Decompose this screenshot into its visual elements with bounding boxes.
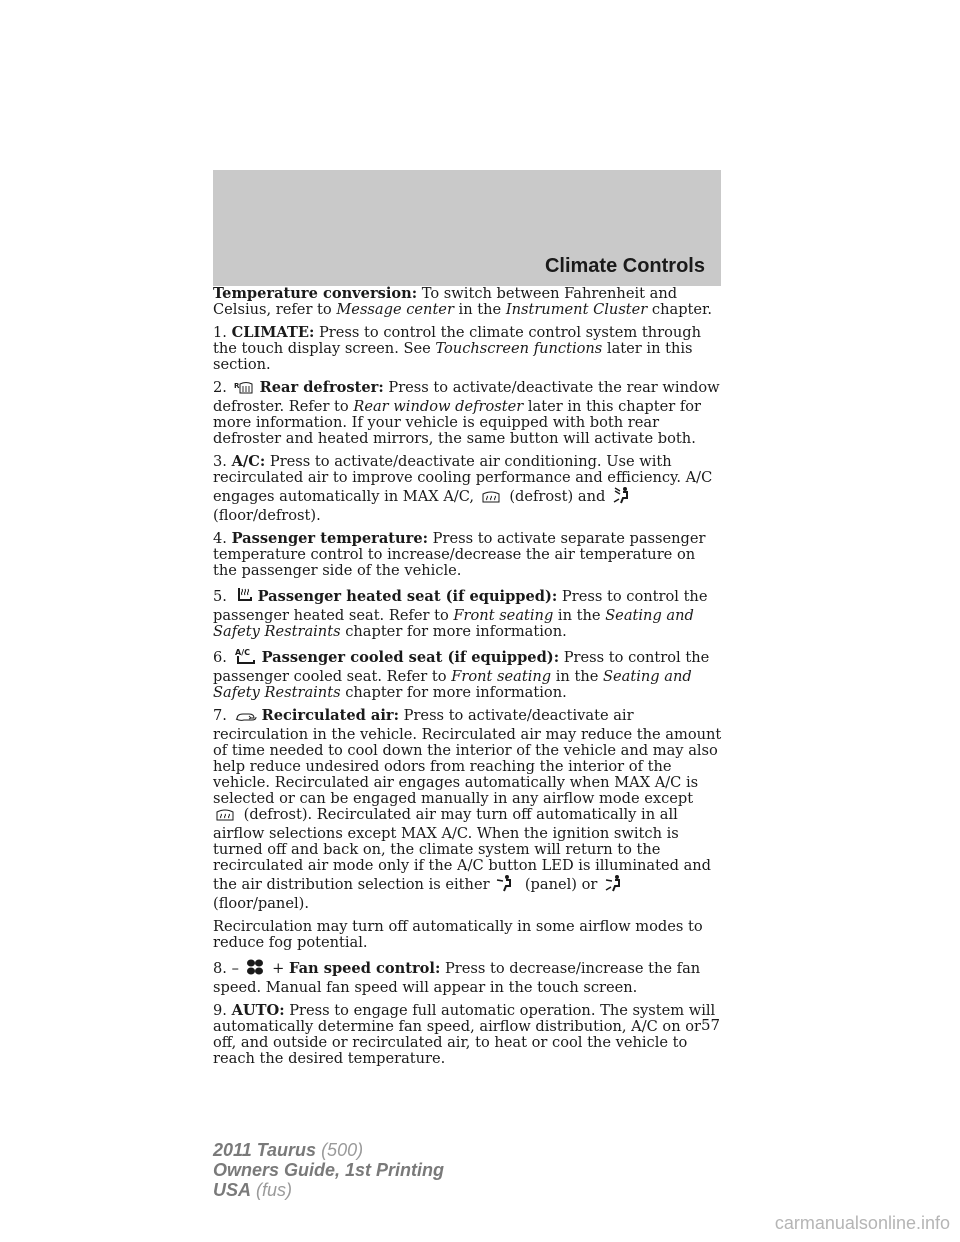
text: Press to activate/deactivate air conditioning. Use with recirculated air to improve cooling performance and efficiency. A/C engages automatically in MAX A/C,	[213, 453, 713, 505]
recirculation-icon	[234, 711, 258, 727]
chapter-header-band	[213, 170, 721, 286]
term-label: CLIMATE:	[231, 324, 315, 341]
term-label: AUTO:	[231, 1002, 285, 1019]
paragraph-auto	[213, 1003, 723, 1067]
cooled-seat-icon	[234, 647, 258, 669]
item-number: 5.	[213, 588, 232, 605]
cross-reference: Rear window defroster	[353, 398, 524, 415]
cross-reference: Seating and Safety Restraints	[213, 668, 692, 701]
item-number: 9.	[213, 1002, 232, 1019]
term-label: Passenger temperature:	[231, 530, 429, 547]
floor-panel-icon	[604, 874, 624, 896]
item-number: 7.	[213, 707, 232, 724]
term-label: Passenger cooled seat (if equipped):	[261, 649, 560, 666]
term-label: Rear defroster:	[259, 379, 384, 396]
footer-line-2: Owners Guide, 1st Printing	[213, 1160, 445, 1180]
text: Press to decrease/increase the fan speed. Manual fan speed will appear in the touch screen.	[213, 960, 701, 996]
text: chapter for more information.	[340, 623, 567, 640]
footer-line-1	[213, 1140, 444, 1160]
cross-reference: Front seating	[453, 607, 554, 624]
text: To switch between Fahrenheit and Celsius, refer to	[213, 285, 678, 318]
term-label: Temperature conversion:	[213, 285, 418, 302]
text: Press to activate/deactivate air recirculation in the vehicle. Recirculated air may reduce the amount of time needed to cool down the interior of the vehicle and may also help reduce undesired odors from reaching the interior of the vehicle. Recirculated air engages automatically when MAX A/C is selected or can be engaged manually in any airflow mode except	[213, 707, 722, 807]
item-number: 6.	[213, 649, 232, 666]
svg-text:A/C: A/C	[234, 648, 250, 657]
text: Press to control the passenger cooled seat. Refer to	[213, 649, 710, 685]
text: later in this section.	[213, 340, 693, 373]
footer-model: 2011 Taurus	[213, 1140, 317, 1160]
item-number: 1.	[213, 324, 232, 341]
text: (floor/panel).	[213, 895, 309, 912]
text: (panel) or	[520, 876, 603, 893]
text: (defrost) and	[504, 488, 610, 505]
text: later in this chapter for more information. If your vehicle is equipped with both rear defroster and heated mirrors, the same button will activate both.	[213, 398, 702, 447]
text: in the	[453, 301, 506, 318]
paragraph-recirculated-air	[213, 708, 723, 912]
floor-defrost-icon	[612, 486, 632, 508]
cross-reference: Touchscreen functions	[435, 340, 603, 357]
footer-country: USA	[213, 1180, 252, 1200]
panel-vent-icon	[496, 874, 516, 896]
paragraph-ac	[213, 454, 723, 524]
paragraph-cooled-seat	[213, 647, 723, 701]
paragraph-passenger-temperature	[213, 531, 723, 579]
paragraph-climate	[213, 325, 723, 373]
heated-seat-icon	[234, 586, 254, 608]
paragraph-temperature-conversion	[213, 286, 723, 318]
defrost-icon	[215, 808, 235, 826]
page-number: 57	[701, 1016, 721, 1034]
paragraph-heated-seat	[213, 586, 723, 640]
text: chapter for more information.	[340, 684, 567, 701]
manual-body	[213, 286, 723, 1074]
item-number: 3.	[213, 453, 232, 470]
text: Press to activate separate passenger temperature control to increase/decrease the air temperature on the passenger side of the vehicle.	[213, 530, 706, 579]
term-label: Passenger heated seat (if equipped):	[257, 588, 558, 605]
edition-footer	[213, 1140, 444, 1200]
fan-icon	[246, 958, 264, 980]
footer-code: (500)	[316, 1140, 364, 1160]
cross-reference: Message center	[336, 301, 454, 318]
paragraph-fan-speed	[213, 958, 723, 996]
text: chapter.	[647, 301, 713, 318]
term-label: A/C:	[231, 453, 266, 470]
defrost-icon	[481, 490, 501, 508]
text: Press to activate/deactivate the rear window defroster. Refer to	[213, 379, 720, 415]
cross-reference: Front seating	[451, 668, 552, 685]
text: (defrost). Recirculated air may turn off automatically in all airflow selections except MAX A/C. When the ignition switch is turned off and back on, the climate system will return to the recirculated air mode only if the A/C button LED is illuminated and the air distribution selection is either	[213, 806, 712, 893]
cross-reference: Instrument Cluster	[505, 301, 648, 318]
rear-defroster-icon	[234, 381, 256, 399]
paragraph-rear-defroster	[213, 380, 723, 447]
chapter-title: Climate Controls	[544, 255, 705, 277]
item-number: 4.	[213, 530, 232, 547]
term-label: Recirculated air:	[261, 707, 399, 724]
text: (floor/defrost).	[213, 507, 321, 524]
text: Recirculation may turn off automatically in some airflow modes to reduce fog potential.	[213, 918, 703, 951]
text: in the	[551, 668, 603, 685]
text: +	[267, 960, 290, 977]
footer-region: (fus)	[251, 1180, 293, 1200]
item-number: 8. –	[213, 960, 244, 977]
term-label: Fan speed control:	[289, 960, 441, 977]
watermark: carmanualsonline.info	[774, 1213, 950, 1233]
cross-reference: Seating and Safety Restraints	[213, 607, 694, 640]
text: Press to control the climate control system through the touch display screen. See	[213, 324, 701, 357]
footer-line-3	[213, 1180, 444, 1200]
text: in the	[553, 607, 606, 624]
text: Press to engage full automatic operation. The system will automatically determine fan speed, airflow distribution, A/C on or off, and outside or recirculated air, to heat or cool the vehicle to reach the desired temperature.	[213, 1002, 716, 1067]
text: Press to control the passenger heated seat. Refer to	[213, 588, 708, 624]
svg-text:R: R	[233, 382, 239, 390]
item-number: 2.	[213, 379, 232, 396]
paragraph-recirculation-note	[213, 919, 723, 951]
